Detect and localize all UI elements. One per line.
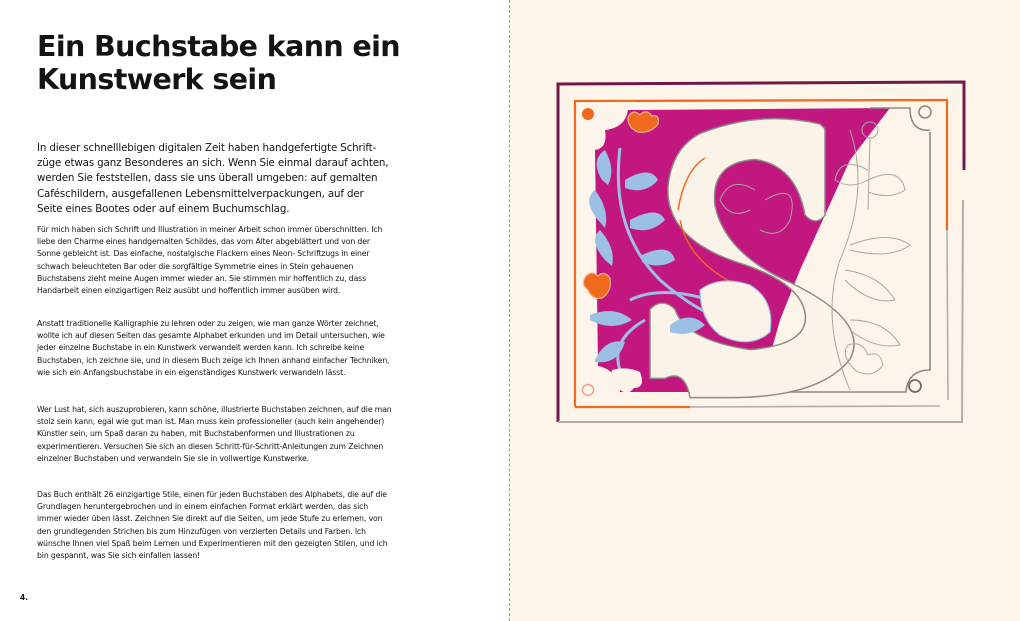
body-paragraph: Für mich haben sich Schrift und Illustration in meiner Arbeit schon immer überschnitten. Ich liebe den Charme eines handgemalten Schildes, das vom Alter abgeblättert und von der Sonne gebleicht ist. Das einfache, nostalgische Flackern eines Neon- Schriftzugs in einer schwach beleuchteten Bar oder die sorgfältige Symmetrie eines in Stein gehauenen Buchstabens zieht meine Augen immer wieder an. Sie stimmen mir hoffentlich zu, dass Handarbeit einen einzigartigen Reiz ausübt und hoffentlich immer ausüben wird.	[37, 225, 383, 296]
body-paragraph: Anstatt traditionelle Kalligraphie zu lehren oder zu zeigen, wie man ganze Wörter zeichnet, wollte ich auf diesen Seiten das gesamte Alphabet erkunden und im Detail untersuchen, wie jeder einzelne Buchstabe in ein Kunstwerk verwandelt werden kann. Ich schreibe keine Buchstaben, ich zeichne sie, und in diesem Buch zeige ich Ihnen anhand einfacher Techniken, wie sich ein Anfangsbuchstabe in ein eigenständiges Kunstwerk verwandeln lässt.	[37, 319, 390, 377]
illuminated-letter-s-illustration	[550, 70, 970, 430]
body-paragraph: Wer Lust hat, sich auszuprobieren, kann schöne, illustrierte Buchstaben zeichnen, auf die man stolz sein kann, egal wie gut man ist. Man muss kein professioneller (auch kein angehender) Künstler sein, um Spaß daran zu haben, mit Buchstabenformen und Illustrationen zu experimentieren. Versuchen Sie sich an diesen Schritt-für-Schritt-Anleitungen zum Zeichnen einzelner Buchstaben und verwandeln Sie sie in vollwertige Kunstwerke.	[37, 405, 392, 463]
page-title: Ein Buchstabe kann ein Kunstwerk sein	[37, 30, 400, 96]
page-number: 4.	[20, 593, 29, 602]
lead-paragraph: In dieser schnelllebigen digitalen Zeit haben handgefertigte Schriftzüge etwas ganz Besonderes an sich. Wenn Sie einmal darauf achten, werden Sie feststellen, dass sie uns überall umgeben: auf gemalten Caféschildern, ausgefallenen Lebensmittelverpackungen, auf der Seite eines Bootes oder auf einem Buchumschlag.	[37, 142, 389, 215]
body-paragraph: Das Buch enthält 26 einzigartige Stile, einen für jeden Buchstaben des Alphabets, die auf die Grundlagen heruntergebrochen und in einem einfachen Format erklärt werden, das sich immer wieder üben lässt. Zeichnen Sie direkt auf die Seiten, um jede Stufe zu erlernen, von den grundlegenden Strichen bis zum Hinzufügen von verzierten Details und Farben. Ich wünsche Ihnen viel Spaß beim Lernen und Experimentieren mit den gezeigten Stilen, und ich bin gespannt, was Sie sich einfallen lassen!	[37, 490, 388, 561]
